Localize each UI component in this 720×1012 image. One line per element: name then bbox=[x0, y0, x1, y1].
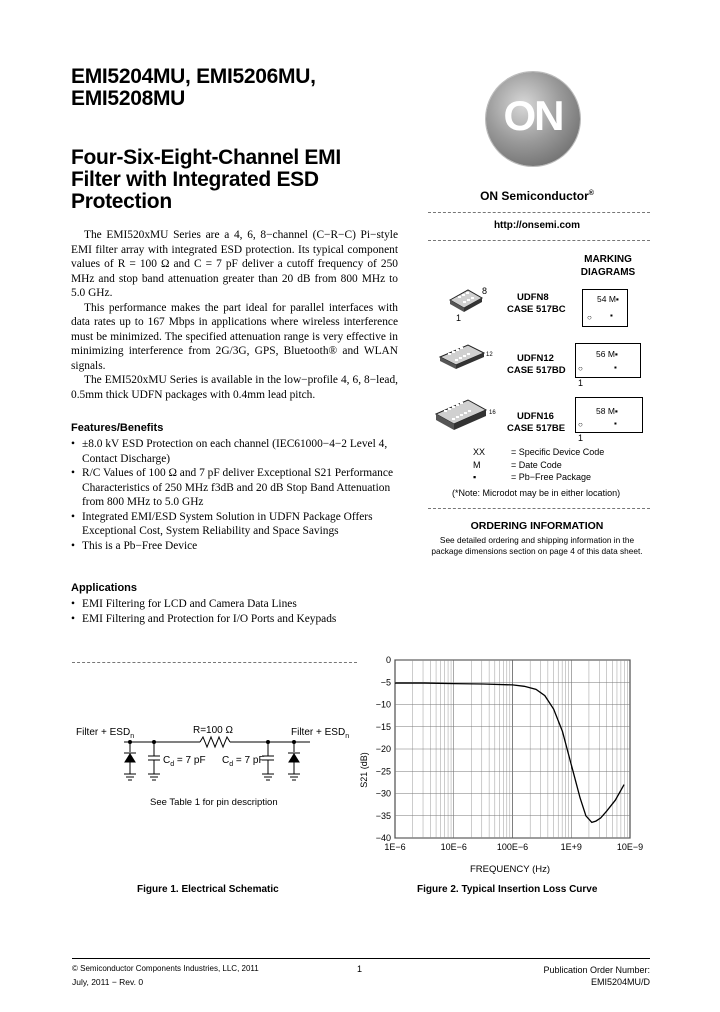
page-number: 1 bbox=[357, 964, 363, 974]
title-line1: Four-Six-Eight-Channel EMI bbox=[71, 146, 341, 169]
udfn12-label bbox=[507, 353, 566, 377]
figure1-caption: Figure 1. Electrical Schematic bbox=[137, 884, 279, 895]
cap-letter: C bbox=[222, 755, 230, 766]
udfn16-label bbox=[507, 411, 565, 435]
chart-x-tick-label: 10E−9 bbox=[616, 842, 644, 852]
pin-label: 16 bbox=[489, 410, 496, 416]
package-name: UDFN8 bbox=[517, 292, 549, 303]
chart-x-tick-label: 10E−6 bbox=[440, 842, 467, 852]
legend-row bbox=[473, 471, 604, 484]
company-name bbox=[462, 189, 612, 203]
chart-x-axis-label: FREQUENCY (Hz) bbox=[469, 864, 551, 875]
package-case: CASE 517BD bbox=[507, 365, 566, 376]
chart-y-tick-label: −25 bbox=[375, 766, 391, 777]
cap-subscript: d bbox=[229, 761, 234, 768]
package-name: UDFN12 bbox=[517, 353, 554, 364]
document-title bbox=[71, 147, 341, 213]
cap-right-label bbox=[222, 755, 265, 768]
list-item: • This is a Pb−Free Device bbox=[71, 539, 401, 554]
filter-esd-right-text: Filter + ESD bbox=[291, 727, 346, 738]
pin-label: 12 bbox=[486, 352, 493, 358]
intro-text bbox=[71, 228, 398, 402]
chart-y-tick-label: −35 bbox=[375, 810, 391, 821]
intro-para2: This performance makes the part ideal for parallel interfaces with data rates up to 167 Mbps in applications where wireless interference must be minimized. The specified attenuation range is very effective in minimizing interference from 2G/3G, GPS, Bluetooth® and WLAN signals. bbox=[71, 301, 398, 372]
udfn12-marking-box bbox=[575, 343, 641, 378]
applications-heading: Applications bbox=[71, 582, 138, 594]
chart-y-tick-label: −20 bbox=[375, 744, 391, 754]
pin-label: 1 bbox=[456, 313, 462, 323]
marking-heading-line1: MARKING bbox=[584, 254, 632, 265]
title-line3: Protection bbox=[71, 190, 172, 213]
footer-rule bbox=[72, 958, 650, 959]
features-list bbox=[71, 437, 401, 553]
filter-esd-left-label bbox=[76, 727, 134, 740]
legend-key: ▪ bbox=[473, 472, 477, 482]
cap-letter: C bbox=[163, 755, 171, 766]
legend-row bbox=[473, 446, 604, 459]
udfn8-marking-box bbox=[582, 289, 628, 327]
divider bbox=[428, 508, 650, 509]
marking-code: 58 M▪ bbox=[596, 406, 618, 416]
pin-label: 1 bbox=[578, 378, 584, 388]
publication-number: EMI5204MU/D bbox=[590, 977, 650, 987]
chart-x-tick-label: 100E−6 bbox=[496, 842, 529, 852]
package-case: CASE 517BE bbox=[507, 423, 566, 434]
microdot: ▪ bbox=[610, 311, 613, 320]
part-numbers-line2: EMI5208MU bbox=[71, 87, 186, 110]
chart-y-tick-label: −15 bbox=[375, 721, 391, 732]
revision-date: July, 2011 − Rev. 0 bbox=[72, 977, 144, 987]
list-item: • EMI Filtering and Protection for I/O Ports and Keypads bbox=[71, 612, 401, 627]
subscript-n: n bbox=[345, 733, 350, 740]
cap-left-label bbox=[163, 755, 206, 768]
package-case: CASE 517BC bbox=[507, 304, 566, 315]
marking-code-text: 58 M bbox=[596, 406, 615, 416]
legend-row bbox=[473, 459, 604, 472]
on-logo-text: ON bbox=[503, 92, 563, 139]
udfn12-package-icon bbox=[438, 343, 488, 378]
pin1-dot: ○ bbox=[578, 364, 583, 373]
legend-value: = Pb−Free Package bbox=[511, 472, 592, 482]
marking-code: 56 M▪ bbox=[596, 349, 618, 359]
legend-key: M bbox=[473, 459, 481, 470]
website-link[interactable]: http://onsemi.com bbox=[493, 220, 581, 231]
insertion-loss-chart bbox=[350, 650, 650, 875]
ordering-heading: ORDERING INFORMATION bbox=[470, 520, 604, 532]
resistor-label: R=100 Ω bbox=[193, 725, 233, 736]
schematic-note: See Table 1 for pin description bbox=[150, 797, 278, 808]
microdot: ▪ bbox=[614, 363, 617, 372]
chart-y-tick-label: −5 bbox=[380, 677, 391, 688]
copyright: © Semiconductor Components Industries, LLC, 2011 bbox=[72, 964, 259, 973]
filter-esd-left-text: Filter + ESD bbox=[76, 727, 131, 738]
marking-code-text: 54 M bbox=[597, 294, 616, 304]
on-logo bbox=[486, 72, 580, 166]
cap-subscript: d bbox=[170, 761, 175, 768]
list-item: • R/C Values of 100 Ω and 7 pF deliver Exceptional S21 Performance Characteristics of 250 MHz f3dB and 20 dB Stop Band Attenuation from 800 MHz to 5.0 GHz bbox=[71, 466, 401, 510]
cap-value: = 7 pF bbox=[235, 755, 265, 766]
publication-info bbox=[500, 964, 650, 988]
chart-y-tick-label: −30 bbox=[375, 788, 391, 799]
publication-label: Publication Order Number: bbox=[543, 965, 650, 975]
part-numbers bbox=[71, 66, 316, 110]
list-item: • ±8.0 kV ESD Protection on each channel (IEC61000−4−2 Level 4, Contact Discharge) bbox=[71, 437, 401, 466]
pin-label: 1 bbox=[578, 433, 584, 443]
list-item: • EMI Filtering for LCD and Camera Data Lines bbox=[71, 597, 401, 612]
marking-legend bbox=[473, 446, 604, 484]
legend-value: = Date Code bbox=[511, 459, 562, 470]
list-item: • Integrated EMI/ESD System Solution in UDFN Package Offers Exceptional Cost, System Reliability and Space Savings bbox=[71, 510, 401, 539]
intro-para1: The EMI520xMU Series are a 4, 6, 8−channel (C−R−C) Pi−style EMI filter array with integrated ESD protection. Its typical component values of R = 100 Ω and C = 7 pF deliver a cutoff frequency of 250 MHz and stop band attenuation greater than 20 dB from 800 MHz to 5.0 GHz. bbox=[71, 229, 398, 299]
microdot: ▪ bbox=[614, 419, 617, 428]
marking-heading-line2: DIAGRAMS bbox=[580, 267, 636, 278]
chart-grid bbox=[395, 660, 630, 838]
package-name: UDFN16 bbox=[517, 411, 554, 422]
pin1-dot: ○ bbox=[587, 313, 592, 322]
chart-x-tick-label: 1E−6 bbox=[384, 842, 406, 852]
subscript-n: n bbox=[130, 733, 135, 740]
chart-y-axis-label: S21 (dB) bbox=[359, 752, 369, 788]
ordering-text: See detailed ordering and shipping information in the package dimensions section on page 4 of this data sheet. bbox=[431, 535, 643, 556]
marking-code-text: 56 M bbox=[596, 349, 615, 359]
udfn8-package-icon bbox=[446, 288, 480, 312]
divider bbox=[428, 240, 650, 241]
filter-esd-right-label bbox=[291, 727, 349, 740]
company-name-text: ON Semiconductor bbox=[480, 189, 589, 203]
pin-label: 8 bbox=[482, 286, 488, 296]
chart-y-tick-label: −10 bbox=[375, 699, 391, 710]
applications-list bbox=[71, 597, 401, 626]
part-numbers-line1: EMI5204MU, EMI5206MU, bbox=[71, 65, 316, 88]
cap-value: = 7 pF bbox=[176, 755, 206, 766]
chart-y-tick-label: 0 bbox=[385, 655, 391, 665]
marking-note: (*Note: Microdot may be in either location) bbox=[452, 488, 621, 498]
title-line2: Filter with Integrated ESD bbox=[71, 168, 319, 191]
electrical-schematic bbox=[72, 720, 372, 820]
chart-x-tick-label: 1E+9 bbox=[560, 842, 582, 852]
udfn16-marking-box bbox=[575, 397, 643, 433]
marking-heading bbox=[562, 253, 654, 279]
divider bbox=[428, 212, 650, 213]
intro-para3: The EMI520xMU Series is available in the low−profile 4, 6, 8−lead, 0.5mm thick UDFN packages with 0.4mm lead pitch. bbox=[71, 374, 398, 401]
chart-y-tick-label: −40 bbox=[375, 833, 391, 843]
divider bbox=[72, 662, 357, 663]
udfn16-package-icon bbox=[434, 398, 490, 443]
legend-value: = Specific Device Code bbox=[511, 447, 605, 457]
legend-key: XX bbox=[473, 447, 486, 457]
marking-code: 54 M▪ bbox=[597, 294, 619, 304]
udfn8-label bbox=[507, 292, 566, 316]
features-heading: Features/Benefits bbox=[71, 422, 164, 434]
pin1-dot: ○ bbox=[578, 420, 583, 429]
chart-series-s21 bbox=[395, 683, 624, 822]
figure2-caption: Figure 2. Typical Insertion Loss Curve bbox=[417, 884, 598, 895]
registered-mark: ® bbox=[588, 190, 594, 197]
